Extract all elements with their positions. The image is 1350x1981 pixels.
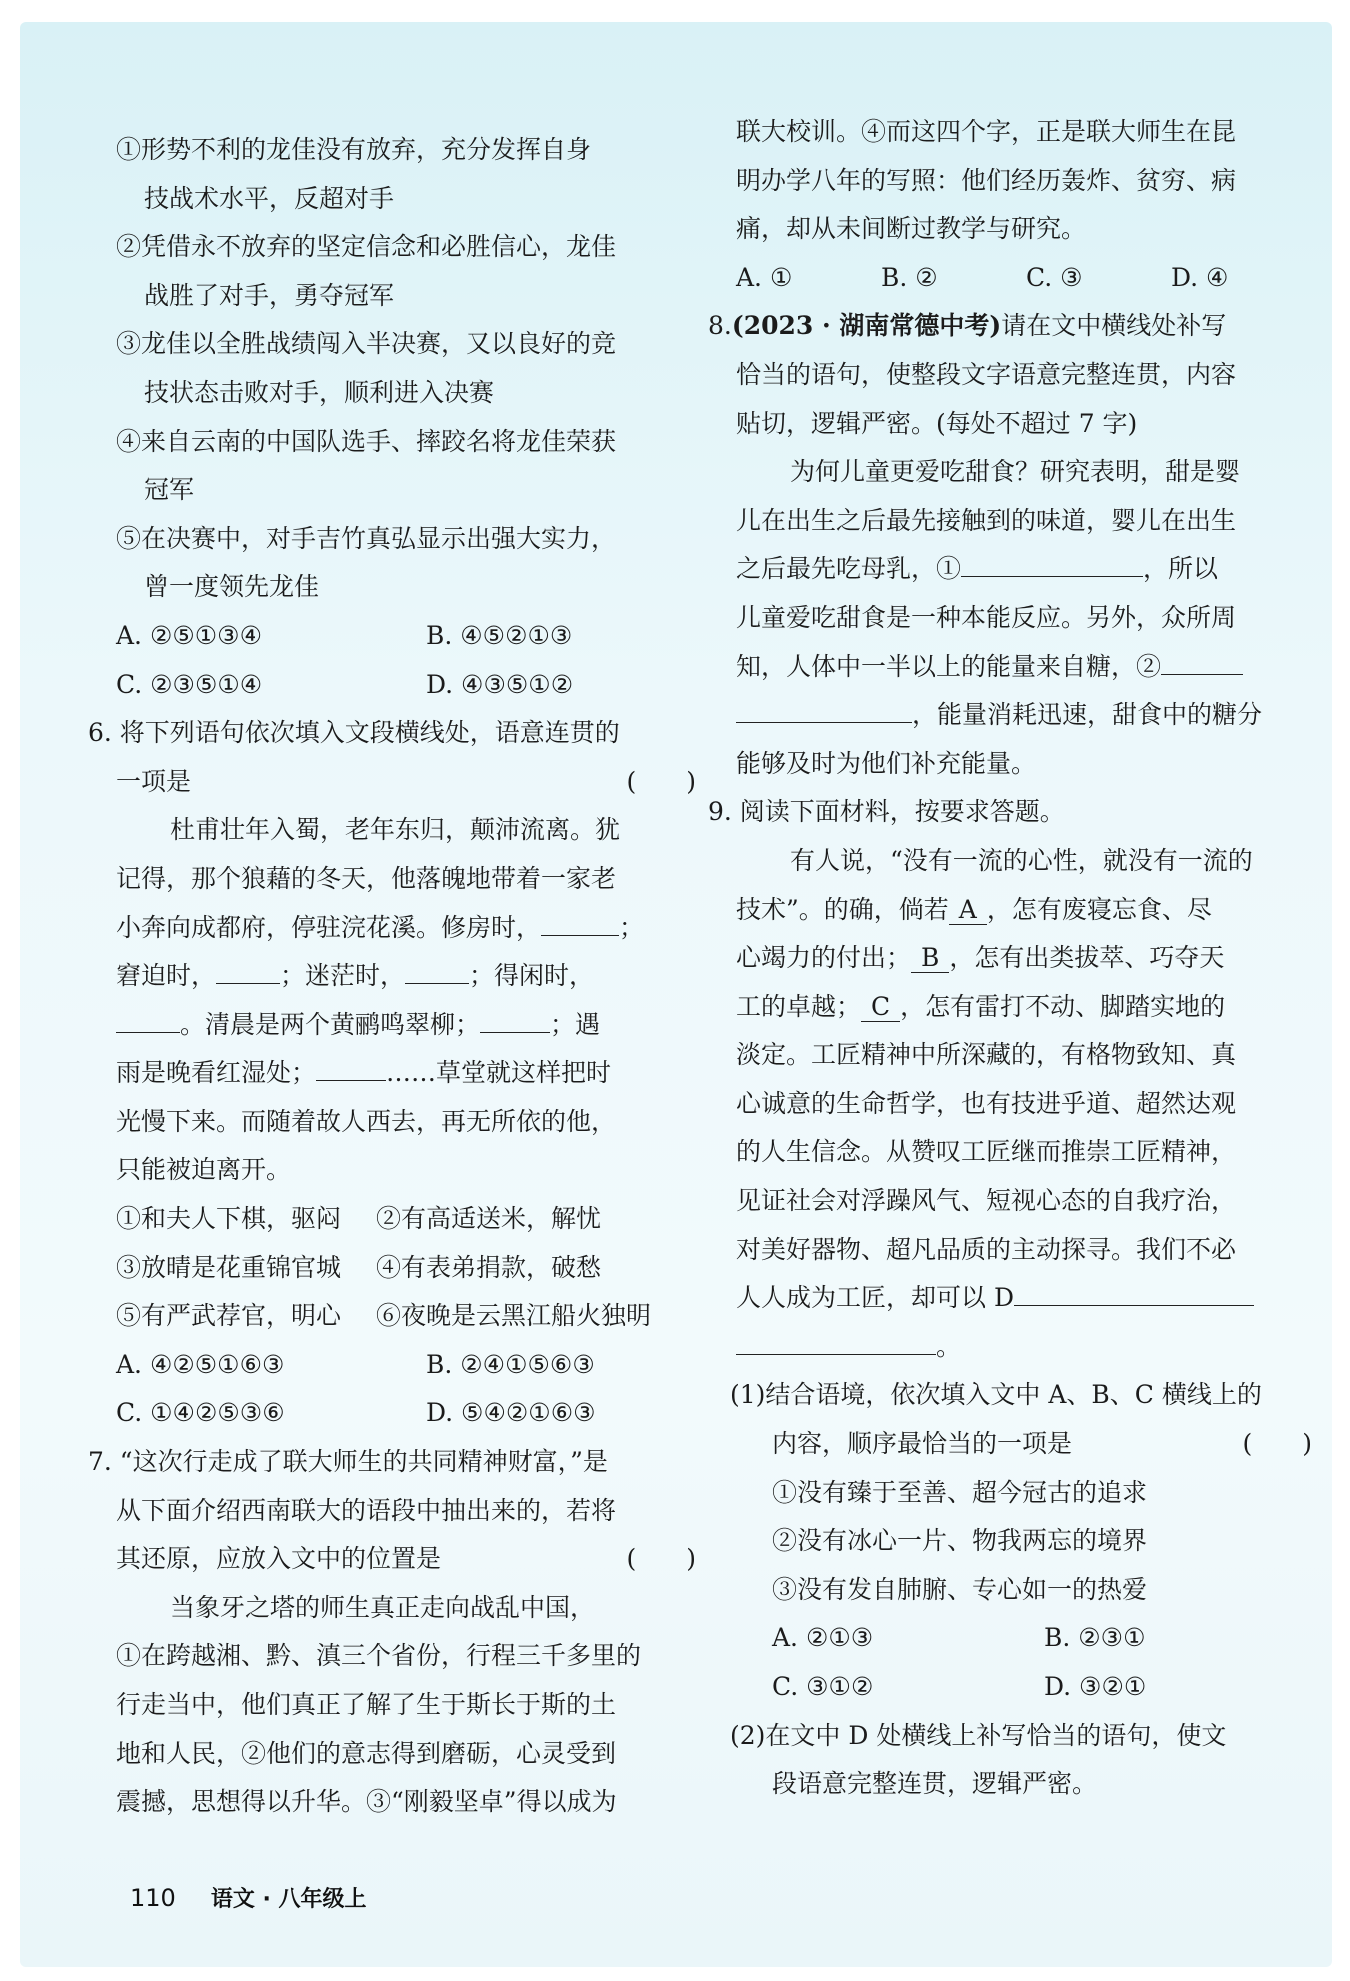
q6-items-row-3 <box>116 1292 696 1341</box>
q6-choices-row-1 <box>116 1341 696 1390</box>
q5-choices-row-2 <box>116 661 696 710</box>
q9-sub1-choices-row-1 <box>736 1614 1312 1663</box>
q8-passage-line-6 <box>736 691 1312 740</box>
q5-option-1-line-1: ①形势不利的龙佳没有放弃，充分发挥自身 <box>116 135 592 164</box>
q9-sub2-line-2: 段语意完整连贯，逻辑严密。 <box>772 1769 1098 1799</box>
q9-sub1-line-2 <box>736 1420 1312 1469</box>
q9-blank-a[interactable]: A <box>949 896 987 925</box>
q9-passage-line-2 <box>736 886 1312 935</box>
q6-items-row-2 <box>116 1244 696 1293</box>
q8-passage-line-7: 能够及时为他们补充能量。 <box>736 748 1037 778</box>
q9-sub1-choice-d[interactable]: D. ③②① <box>1044 1672 1147 1701</box>
q6-passage-line-1: 杜甫壮年入蜀，老年东归，颠沛流离。犹 <box>170 815 621 845</box>
q6-passage-text: ……草堂就这样把时 <box>386 1058 612 1088</box>
q7-passage-line-2: ①在跨越湘、黔、滇三个省份，行程三千多里的 <box>116 1641 642 1671</box>
q6-item-5: ⑤有严武荐官，明心 <box>116 1301 342 1331</box>
q9-sub1-item-2: ②没有冰心一片、物我两忘的境界 <box>772 1526 1148 1556</box>
q6-item-1: ①和夫人下棋，驱闷 <box>116 1204 342 1234</box>
q9-blank-d-1[interactable] <box>1014 1281 1254 1306</box>
q7-passage-line-1: 当象牙之塔的师生真正走向战乱中国， <box>170 1592 596 1622</box>
q6-passage-line-8: 只能被迫离开。 <box>116 1155 292 1185</box>
q6-passage-text: 小奔向成都府，停驻浣花溪。修房时， <box>116 912 542 942</box>
q7-stem-line-3 <box>116 1535 696 1584</box>
q5-choice-b[interactable]: B. ④⑤②①③ <box>426 620 573 650</box>
q8-passage-line-5 <box>736 643 1312 692</box>
q7-choice-b[interactable]: B. ② <box>881 262 938 292</box>
q9-sub2-line-1: (2)在文中 D 处横线上补写恰当的语句，使文 <box>730 1720 1227 1750</box>
q7-choices-row <box>736 254 1312 303</box>
q7-passage-cont-line-3: 痛，却从未间断过教学与研究。 <box>736 214 1087 244</box>
q6-passage-text: 。清晨是两个黄鹂鸣翠柳； <box>180 1009 481 1039</box>
q7-answer-paren[interactable]: ( ) <box>626 1544 696 1574</box>
q6-choice-a[interactable]: A. ④②⑤①⑥③ <box>116 1349 285 1379</box>
q9-sub1-choice-b[interactable]: B. ②③① <box>1044 1623 1146 1653</box>
q8-passage-text: 知，人体中一半以上的能量来自糖，② <box>736 651 1162 681</box>
q9-passage-text: ，怎有雷打不动、脚踏实地的 <box>900 991 1226 1021</box>
q9-blank-c[interactable]: C <box>861 993 900 1022</box>
q9-sub1-choice-a[interactable]: A. ②①③ <box>772 1623 874 1653</box>
q8-number: 8. <box>708 311 732 341</box>
q9-passage-text: ，怎有出类拔萃、巧夺天 <box>949 943 1225 973</box>
q6-choice-d[interactable]: D. ⑤④②①⑥③ <box>426 1398 596 1428</box>
book-title: 语文 · 八年级上 <box>210 1887 367 1912</box>
q8-passage-text: ，能量消耗迅速，甜食中的糖分 <box>912 700 1263 730</box>
q5-option-4-line-1: ④来自云南的中国队选手、摔跤名将龙佳荣获 <box>116 426 617 456</box>
q6-blank-4[interactable] <box>116 1008 180 1033</box>
page-number: 110 <box>130 1884 176 1912</box>
q7-passage-cont-line-1: 联大校训。④而这四个字，正是联大师生在昆 <box>736 117 1237 146</box>
q5-choice-d[interactable]: D. ④③⑤①② <box>426 669 574 699</box>
q6-passage-line-4 <box>116 952 696 1001</box>
q6-passage-line-5 <box>116 1001 696 1050</box>
q5-option-5-line-2: 曾一度领先龙佳 <box>144 572 320 602</box>
q5-option-5-line-1: ⑤在决赛中，对手吉竹真弘显示出强大实力， <box>116 523 617 553</box>
q9-passage-line-4 <box>736 983 1312 1032</box>
q6-blank-3[interactable] <box>405 959 469 984</box>
q5-option-1-line-2: 技战术水平，反超对手 <box>144 183 395 213</box>
q8-stem-text: 请在文中横线处补写 <box>1001 311 1227 341</box>
left-column <box>88 126 696 1827</box>
q6-choice-c[interactable]: C. ①④②⑤③⑥ <box>116 1398 285 1428</box>
q8-stem-line-2: 恰当的语句，使整段文字语意完整连贯，内容 <box>736 359 1237 389</box>
q6-item-6: ⑥夜晚是云黑江船火独明 <box>376 1301 652 1331</box>
q9-passage-line-3 <box>736 934 1312 983</box>
q6-item-4: ④有表弟捐款，破愁 <box>376 1252 602 1282</box>
q5-option-2-line-1: ②凭借永不放弃的坚定信念和必胜信心，龙佳 <box>116 232 617 262</box>
q9-passage-line-5: 淡定。工匠精神中所深藏的，有格物致知、真 <box>736 1040 1237 1070</box>
q9-sub1-item-1: ①没有臻于至善、超今冠古的追求 <box>772 1477 1148 1507</box>
q9-passage-text: 心竭力的付出； <box>736 943 912 973</box>
q9-passage-line-8: 见证社会对浮躁风气、短视心态的自我疗治， <box>736 1186 1237 1216</box>
q9-sub1-choices-row-2 <box>736 1663 1312 1712</box>
q8-blank-2a[interactable] <box>1161 650 1243 675</box>
page-footer <box>130 1882 367 1913</box>
q8-source: (2023 · 湖南常德中考) <box>731 311 1002 341</box>
q7-choice-d[interactable]: D. ④ <box>1171 262 1229 292</box>
q6-blank-5[interactable] <box>480 1008 550 1033</box>
q8-passage-line-2: 儿在出生之后最先接触到的味道，婴儿在出生 <box>736 505 1237 535</box>
q6-choices-row-2 <box>116 1389 696 1438</box>
q6-stem-line-2 <box>116 758 696 807</box>
q6-items-row-1 <box>116 1195 696 1244</box>
q6-passage-line-2: 记得，那个狼藉的冬天，他落魄地带着一家老 <box>116 863 617 893</box>
page-sheet <box>20 22 1332 1967</box>
q6-passage-text: 雨是晚看红湿处； <box>116 1058 317 1088</box>
q8-blank-1[interactable] <box>961 552 1143 577</box>
q6-blank-2[interactable] <box>216 959 280 984</box>
q9-stem: 9. 阅读下面材料，按要求答题。 <box>708 797 1065 827</box>
q8-passage-text: 之后最先吃母乳，① <box>736 554 962 584</box>
q7-stem-line-1: 7. “这次行走成了联大师生的共同精神财富，”是 <box>88 1447 608 1477</box>
q6-passage-text: ；遇 <box>550 1009 601 1039</box>
q9-passage-text: 人人成为工匠，却可以 D <box>736 1283 1014 1313</box>
q9-sub1-choice-c[interactable]: C. ③①② <box>772 1672 874 1701</box>
q9-passage-text: 工的卓越； <box>736 991 862 1021</box>
q9-passage-text: 技术”。的确，倘若 <box>736 894 949 924</box>
q6-passage-line-7: 光慢下来。而随着故人西去，再无所依的他， <box>116 1106 617 1136</box>
q9-sub1-line-1: (1)结合语境，依次填入文中 A、B、C 横线上的 <box>730 1380 1262 1410</box>
q5-choice-a[interactable]: A. ②⑤①③④ <box>116 620 263 650</box>
q6-passage-text: 窘迫时， <box>116 961 217 991</box>
q8-stem-line-3: 贴切，逻辑严密。(每处不超过 7 字) <box>736 408 1138 438</box>
q6-passage-text: ； <box>619 912 645 942</box>
q5-option-3-line-1: ③龙佳以全胜战绩闯入半决赛，又以良好的竞 <box>116 329 617 359</box>
q9-sub1-answer-paren[interactable]: ( ) <box>1242 1429 1312 1459</box>
q7-passage-cont-line-2: 明办学八年的写照：他们经历轰炸、贫穷、病 <box>736 165 1237 195</box>
q7-passage-line-3: 行走当中，他们真正了解了生于斯长于斯的土 <box>116 1690 617 1719</box>
q7-choice-c[interactable]: C. ③ <box>1026 262 1083 292</box>
q6-choice-b[interactable]: B. ②④①⑤⑥③ <box>426 1349 595 1379</box>
q8-passage-line-1: 为何儿童更爱吃甜食？研究表明，甜是婴 <box>790 457 1241 487</box>
q9-passage-text: 。 <box>936 1331 962 1361</box>
q6-passage-line-3 <box>116 904 696 953</box>
q9-passage-line-9: 对美好器物、超凡品质的主动探寻。我们不必 <box>736 1234 1237 1264</box>
q7-stem-text: 其还原，应放入文中的位置是 <box>116 1544 442 1574</box>
q9-passage-line-6: 心诚意的生命哲学，也有技进乎道、超然达观 <box>736 1088 1237 1118</box>
q5-option-2-line-2: 战胜了对手，勇夺冠军 <box>144 280 395 310</box>
q5-options <box>116 126 696 612</box>
q5-option-4-line-2: 冠军 <box>144 475 195 505</box>
right-column <box>708 108 1312 1809</box>
q9-blank-d-2[interactable] <box>736 1330 936 1355</box>
q9-passage-text: ，怎有废寝忘食、尽 <box>986 894 1212 924</box>
q8-passage-line-3 <box>736 545 1312 594</box>
q5-option-3-line-2: 技状态击败对手，顺利进入决赛 <box>144 377 495 407</box>
q9-passage-line-10 <box>736 1274 1312 1323</box>
q9-passage-line-11 <box>736 1323 1312 1372</box>
q6-item-2: ②有高适送米，解忧 <box>376 1204 602 1234</box>
q7-passage-line-5: 震撼，思想得以升华。③“刚毅坚卓”得以成为 <box>116 1787 617 1817</box>
q6-passage-text: ；迷茫时， <box>280 961 406 991</box>
q9-sub1-text: 内容，顺序最恰当的一项是 <box>772 1429 1073 1459</box>
q6-passage-line-6 <box>116 1049 696 1098</box>
q8-passage-line-4: 儿童爱吃甜食是一种本能反应。另外，众所周 <box>736 602 1237 632</box>
q6-passage-text: ；得闲时， <box>469 961 595 991</box>
q7-choice-a[interactable]: A. ① <box>736 262 793 292</box>
q8-passage-text: ，所以 <box>1143 554 1219 584</box>
q6-blank-1[interactable] <box>541 911 619 936</box>
q9-passage-line-1: 有人说，“没有一流的心性，就没有一流的 <box>790 845 1253 875</box>
q5-choices-row-1 <box>116 612 696 661</box>
q6-blank-6[interactable] <box>316 1056 386 1081</box>
q6-answer-paren[interactable]: ( ) <box>626 766 696 796</box>
q9-blank-b[interactable]: B <box>911 944 949 973</box>
q6-stem-line-1: 6. 将下列语句依次填入文段横线处，语意连贯的 <box>88 718 620 748</box>
q9-sub1-item-3: ③没有发自肺腑、专心如一的热爱 <box>772 1574 1148 1604</box>
q7-stem-line-2: 从下面介绍西南联大的语段中抽出来的，若将 <box>116 1495 617 1525</box>
q9-passage-line-7: 的人生信念。从赞叹工匠继而推崇工匠精神， <box>736 1137 1237 1167</box>
q6-stem-text: 一项是 <box>116 766 192 796</box>
q5-choice-c[interactable]: C. ②③⑤①④ <box>116 669 263 699</box>
q8-stem-line-1 <box>708 302 1312 351</box>
q6-item-3: ③放晴是花重锦官城 <box>116 1252 342 1282</box>
q7-passage-line-4: 地和人民，②他们的意志得到磨砺，心灵受到 <box>116 1738 617 1768</box>
q8-blank-2b[interactable] <box>736 698 912 723</box>
